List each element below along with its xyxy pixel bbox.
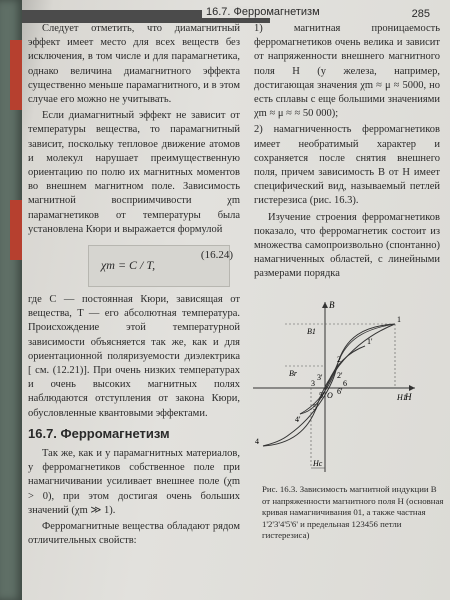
section-heading: 16.7. Ферромагнетизм bbox=[28, 425, 170, 441]
point-label: 4 bbox=[255, 437, 259, 446]
label-origin: O bbox=[327, 391, 333, 400]
left-column bbox=[28, 22, 240, 551]
formula-number: (16.24) bbox=[200, 249, 233, 262]
list-item: 1) магнитная проницаемость ферромагнетиков очень велика и зависит от напряженности внешнего магнитного поля H (у железа, например, достигающая значения χm ≈ μ ≈ 5000, но есть сплавы с еще большими значениями χm ≈ μ ≈ ≈ 50 000); bbox=[254, 23, 440, 120]
label-hc: Hc bbox=[313, 459, 323, 468]
point-label: 2 bbox=[337, 355, 341, 364]
point-label: 6 bbox=[343, 379, 347, 388]
paragraph: Так же, как и у парамагнитных материалов, у ферромагнетиков собственное поле при намагничивании усиливает внешнее поле (χm > 0), при этом достигая очень больших значений (χm ≫ 1). bbox=[28, 448, 240, 516]
page-tab-marker bbox=[10, 200, 22, 260]
book-binding-edge bbox=[0, 0, 22, 600]
point-label: 1 bbox=[397, 315, 401, 324]
paragraph: Следует отметить, что диамагнитный эффект имеет место для всех веществ без исключения, в том числе и для парамагнетика, однако величина диамагнитного эффекта существенно меньше парамагнитного, и в этом случае его можно не учитывать. bbox=[28, 23, 240, 106]
axis-label-h: H bbox=[405, 392, 412, 402]
figure-caption: Рис. 16.3. Зависимость магнитной индукции B от напряженности магнитного поля H (основная кривая намагничивания 01, а также частная 1'2'3'4'5'6' и предельная 123456 петли гистерезиса) bbox=[262, 484, 444, 540]
label-b1: B1 bbox=[307, 327, 316, 336]
point-label: 3' bbox=[317, 373, 323, 382]
curie-formula: χm = C / T, bbox=[101, 258, 156, 273]
point-label: 2' bbox=[337, 371, 343, 380]
paragraph: Изучение строения ферромагнетиков показало, что ферромагнетик состоит из множества самопроизвольно (спонтанно) намагниченных областей, с линейными размерами порядка bbox=[254, 211, 440, 280]
point-label: 4' bbox=[295, 415, 301, 424]
page-tab-marker bbox=[10, 40, 22, 110]
point-label: 6' bbox=[337, 387, 343, 396]
label-br: Br bbox=[289, 369, 297, 378]
paragraph: где C — постоянная Кюри, зависящая от вещества, T — его абсолютная температура. Происхождение этой температурной зависимости объясняется так же, как и для ориентационной поляризуемости диэлектрика [ см. (12.21)]. При очень низких температурах и очень высоких магнитных полях наблюдаются отступления от закона Кюри, обусловленные квантовыми эффектами. bbox=[28, 294, 240, 419]
point-label: 1' bbox=[367, 337, 373, 346]
right-column bbox=[254, 22, 440, 284]
label-h1: H1 bbox=[397, 393, 407, 402]
paragraph: Если диамагнитный эффект не зависит от температуры вещества, то парамагнитный зависит, поскольку тепловое движение атомов и молекул нарушает преимущественную ориентацию по полю их магнитных моментов во внешнем магнитном поле. Зависимость магнитной восприимчивости χm парамагнетиков от температуры была установлена Кюри и выражается формулой bbox=[28, 110, 240, 235]
section-running-title: 16.7. Ферромагнетизм bbox=[202, 6, 324, 18]
hysteresis-figure bbox=[245, 296, 420, 476]
book-page bbox=[22, 0, 450, 600]
paragraph: Ферромагнитные вещества обладают рядом отличительных свойств: bbox=[28, 521, 240, 547]
formula-box bbox=[88, 245, 233, 287]
point-label: 5 bbox=[313, 403, 317, 412]
point-label: 5' bbox=[319, 391, 325, 400]
point-label: 3 bbox=[311, 379, 315, 388]
h-axis-arrow bbox=[409, 385, 415, 391]
list-item: 2) намагниченность ферромагнетиков имеет необратимый характер и сохраняется после снятия внешнего поля, причем зависимость B от H имеет специфический вид, называемый петлей гистерезиса (рис. 16.3). bbox=[254, 124, 440, 207]
page-header bbox=[22, 0, 450, 22]
page-number: 285 bbox=[411, 8, 430, 20]
b-axis-arrow bbox=[322, 302, 328, 308]
axis-label-b: B bbox=[329, 300, 335, 310]
